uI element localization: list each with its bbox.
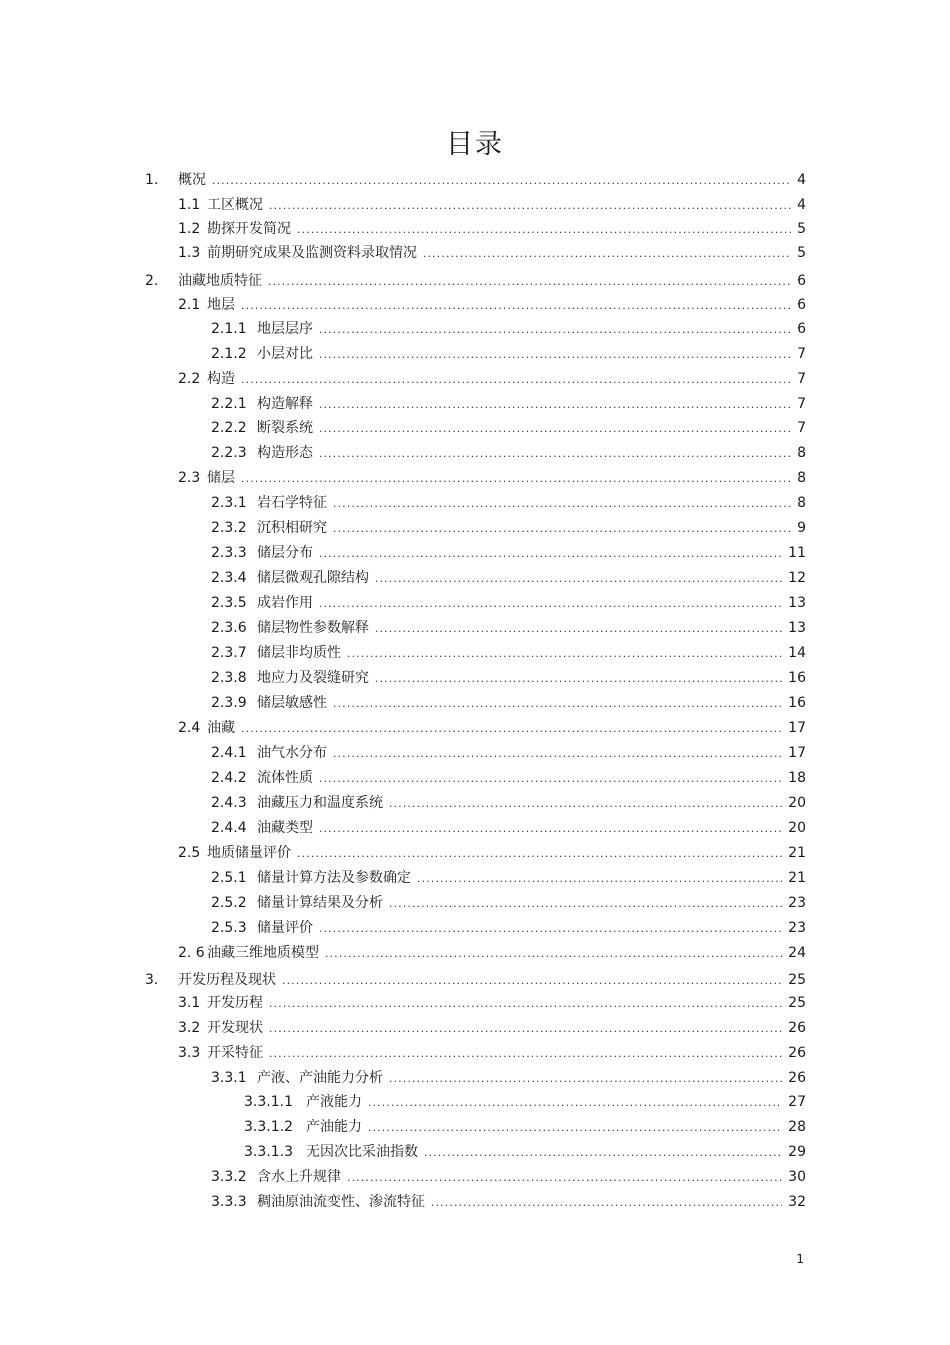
- toc-entry-number: 3.3.3: [211, 1194, 247, 1210]
- toc-entry[interactable]: [178, 941, 806, 965]
- toc-entry[interactable]: [211, 516, 806, 540]
- toc-entry-label: 油藏: [207, 720, 235, 736]
- toc-entry-number: 2.3: [178, 470, 201, 486]
- toc-entry-page: 16: [788, 670, 806, 686]
- toc-entry-page: 32: [788, 1194, 806, 1210]
- toc-entry[interactable]: [244, 1090, 806, 1114]
- toc-entry-label: 储量评价: [257, 920, 313, 936]
- toc-entry-label: 流体性质: [257, 770, 313, 786]
- toc-entry-page: 8: [797, 495, 806, 511]
- toc-entry-page: 26: [788, 1070, 806, 1086]
- page-number: 1: [796, 1252, 804, 1266]
- toc-leader-dots: [333, 742, 782, 766]
- toc-entry-label: 储层物性参数解释: [257, 620, 369, 636]
- toc-entry-label: 小层对比: [257, 346, 313, 362]
- toc-entry-number: 1.: [145, 172, 159, 188]
- toc-leader-dots: [319, 817, 782, 841]
- toc-leader-dots: [333, 692, 782, 716]
- toc-entry-label: 油气水分布: [257, 745, 327, 761]
- toc-entry-label: 无因次比采油指数: [306, 1144, 418, 1160]
- toc-entry[interactable]: [211, 392, 806, 416]
- toc-entry-label: 构造: [207, 371, 235, 387]
- toc-entry[interactable]: [211, 916, 806, 940]
- toc-leader-dots: [347, 642, 782, 666]
- toc-leader-dots: [347, 1166, 782, 1190]
- page-title: 目录: [446, 129, 504, 160]
- toc-entry-label: 产液能力: [306, 1094, 362, 1110]
- toc-entry[interactable]: [178, 716, 806, 740]
- toc-leader-dots: [319, 393, 791, 417]
- toc-entry-page: 12: [788, 570, 806, 586]
- toc-leader-dots: [282, 969, 782, 993]
- toc-entry[interactable]: [211, 416, 806, 440]
- toc-entry-page: 25: [788, 995, 806, 1011]
- toc-entry-label: 开发历程: [207, 995, 263, 1011]
- toc-entry-label: 产油能力: [306, 1119, 362, 1135]
- toc-entry[interactable]: [178, 293, 806, 317]
- toc-entry-number: 2.5: [178, 845, 201, 861]
- toc-entry-number: 2.3.8: [211, 670, 247, 686]
- toc-entry-page: 7: [797, 371, 806, 387]
- toc-entry-number: 2.3.9: [211, 695, 247, 711]
- toc-entry-page: 29: [788, 1144, 806, 1160]
- toc-entry-label: 地质储量评价: [207, 845, 291, 861]
- toc-entry-page: 6: [797, 321, 806, 337]
- toc-leader-dots: [319, 592, 782, 616]
- toc-entry-page: 20: [788, 795, 806, 811]
- toc-entry-page: 21: [788, 870, 806, 886]
- toc-entry[interactable]: [211, 1165, 806, 1189]
- toc-entry-number: 2.1.2: [211, 346, 247, 362]
- toc-entry-label: 成岩作用: [257, 595, 313, 611]
- toc-entry[interactable]: [145, 269, 806, 293]
- toc-entry[interactable]: [178, 217, 806, 241]
- toc-leader-dots: [319, 767, 782, 791]
- toc-entry-number: 3.: [145, 972, 159, 988]
- toc-entry-number: 2.3.7: [211, 645, 247, 661]
- toc-entry-number: 2.2.3: [211, 445, 247, 461]
- toc-entry[interactable]: [211, 791, 806, 815]
- toc-leader-dots: [269, 194, 791, 218]
- toc-entry-number: 3.3.1: [211, 1070, 247, 1086]
- toc-entry-number: 2.5.3: [211, 920, 247, 936]
- toc-entry-page: 17: [788, 720, 806, 736]
- toc-entry[interactable]: [211, 891, 806, 915]
- toc-entry-number: 2.: [145, 273, 159, 289]
- toc-entry-number: 2.4.3: [211, 795, 247, 811]
- toc-leader-dots: [319, 542, 782, 566]
- toc-entry-number: 2. 6: [178, 945, 205, 961]
- toc-entry[interactable]: [178, 466, 806, 490]
- toc-entry[interactable]: [211, 666, 806, 690]
- toc-entry-label: 开采特征: [207, 1045, 263, 1061]
- toc-leader-dots: [241, 467, 791, 491]
- toc-entry-number: 3.3.1.2: [244, 1119, 293, 1135]
- toc-entry-label: 地应力及裂缝研究: [257, 670, 369, 686]
- toc-entry[interactable]: [211, 1066, 806, 1090]
- toc-entry[interactable]: [211, 691, 806, 715]
- toc-entry-number: 1.2: [178, 221, 201, 237]
- toc-entry-label: 稠油原油流变性、渗流特征: [257, 1194, 425, 1210]
- toc-entry[interactable]: [178, 841, 806, 865]
- toc-entry-label: 油藏压力和温度系统: [257, 795, 383, 811]
- toc-entry-page: 14: [788, 645, 806, 661]
- toc-entry-page: 13: [788, 595, 806, 611]
- toc-entry-number: 3.3.1.3: [244, 1144, 293, 1160]
- toc-leader-dots: [268, 270, 791, 294]
- toc-leader-dots: [424, 1141, 782, 1165]
- toc-entry-number: 3.3.2: [211, 1169, 247, 1185]
- toc-entry[interactable]: [178, 991, 806, 1015]
- toc-entry-page: 23: [788, 895, 806, 911]
- toc-entry-number: 2.4.2: [211, 770, 247, 786]
- toc-leader-dots: [269, 992, 782, 1016]
- toc-entry-number: 3.2: [178, 1020, 201, 1036]
- toc-entry-number: 1.3: [178, 245, 201, 261]
- toc-entry-page: 25: [788, 972, 806, 988]
- toc-entry-page: 21: [788, 845, 806, 861]
- toc-entry-page: 6: [797, 297, 806, 313]
- toc-entry-label: 储层分布: [257, 545, 313, 561]
- toc-entry-label: 勘探开发简况: [207, 221, 291, 237]
- toc-entry-label: 储量计算方法及参数确定: [257, 870, 411, 886]
- toc-leader-dots: [212, 169, 791, 193]
- toc-entry-number: 2.4.4: [211, 820, 247, 836]
- toc-leader-dots: [389, 892, 782, 916]
- toc-entry-label: 含水上升规律: [257, 1169, 341, 1185]
- toc-entry-page: 11: [788, 545, 806, 561]
- toc-entry[interactable]: [244, 1140, 806, 1164]
- toc-entry-page: 4: [797, 197, 806, 213]
- toc-entry[interactable]: [211, 317, 806, 341]
- toc-entry[interactable]: [211, 866, 806, 890]
- toc-leader-dots: [269, 1042, 782, 1066]
- toc-entry-label: 油藏地质特征: [178, 273, 262, 289]
- toc-leader-dots: [389, 792, 782, 816]
- toc-entry-page: 4: [797, 172, 806, 188]
- toc-entry-number: 2.3.1: [211, 495, 247, 511]
- toc-entry-label: 储层微观孔隙结构: [257, 570, 369, 586]
- toc-entry-page: 7: [797, 346, 806, 362]
- toc-entry-label: 前期研究成果及监测资料录取情况: [207, 245, 417, 261]
- toc-leader-dots: [368, 1116, 782, 1140]
- toc-entry[interactable]: [178, 367, 806, 391]
- toc-leader-dots: [241, 368, 791, 392]
- toc-leader-dots: [297, 842, 782, 866]
- toc-entry-label: 工区概况: [207, 197, 263, 213]
- toc-entry-number: 2.2.1: [211, 396, 247, 412]
- toc-entry-page: 5: [797, 221, 806, 237]
- toc-entry-page: 7: [797, 396, 806, 412]
- toc-entry-page: 18: [788, 770, 806, 786]
- toc-leader-dots: [319, 318, 791, 342]
- toc-leader-dots: [319, 417, 791, 441]
- toc-leader-dots: [389, 1067, 782, 1091]
- toc-leader-dots: [375, 617, 782, 641]
- toc-entry-page: 26: [788, 1045, 806, 1061]
- toc-entry-label: 油藏类型: [257, 820, 313, 836]
- toc-entry-page: 8: [797, 445, 806, 461]
- toc-entry-label: 产液、产油能力分析: [257, 1070, 383, 1086]
- toc-entry-label: 储层: [207, 470, 235, 486]
- toc-entry[interactable]: [178, 193, 806, 217]
- toc-entry-label: 断裂系统: [257, 420, 313, 436]
- toc-entry-number: 1.1: [178, 197, 201, 213]
- toc-entry[interactable]: [211, 1190, 806, 1214]
- toc-entry-page: 7: [797, 420, 806, 436]
- toc-leader-dots: [325, 942, 782, 966]
- toc-entry-page: 9: [797, 520, 806, 536]
- toc-leader-dots: [417, 867, 782, 891]
- toc-entry[interactable]: [211, 816, 806, 840]
- toc-entry[interactable]: [211, 741, 806, 765]
- toc-leader-dots: [333, 517, 791, 541]
- toc-entry-label: 开发历程及现状: [178, 972, 276, 988]
- toc-entry-number: 2.1.1: [211, 321, 247, 337]
- toc-leader-dots: [319, 442, 791, 466]
- toc-entry-number: 2.3.5: [211, 595, 247, 611]
- toc-entry-page: 17: [788, 745, 806, 761]
- toc-entry-page: 13: [788, 620, 806, 636]
- toc-entry-number: 2.5.2: [211, 895, 247, 911]
- toc-entry-number: 2.1: [178, 297, 201, 313]
- toc-entry[interactable]: [211, 616, 806, 640]
- toc-entry-page: 16: [788, 695, 806, 711]
- toc-entry[interactable]: [211, 491, 806, 515]
- toc-entry[interactable]: [178, 1016, 806, 1040]
- toc-leader-dots: [241, 294, 791, 318]
- toc-entry[interactable]: [145, 968, 806, 992]
- toc-entry-label: 构造解释: [257, 396, 313, 412]
- toc-leader-dots: [319, 343, 791, 367]
- toc-entry[interactable]: [178, 1041, 806, 1065]
- toc-leader-dots: [319, 917, 782, 941]
- toc-entry-number: 2.3.4: [211, 570, 247, 586]
- toc-entry[interactable]: [211, 766, 806, 790]
- toc-entry[interactable]: [211, 591, 806, 615]
- toc-entry-number: 2.4.1: [211, 745, 247, 761]
- toc-entry[interactable]: [244, 1115, 806, 1139]
- toc-leader-dots: [241, 717, 782, 741]
- toc-entry-label: 构造形态: [257, 445, 313, 461]
- toc-entry-page: 6: [797, 273, 806, 289]
- toc-entry-label: 沉积相研究: [257, 520, 327, 536]
- toc-leader-dots: [375, 567, 782, 591]
- toc-entry[interactable]: [145, 168, 806, 192]
- toc-entry[interactable]: [211, 441, 806, 465]
- toc-entry-number: 2.2: [178, 371, 201, 387]
- toc-entry-page: 28: [788, 1119, 806, 1135]
- toc-entry-number: 2.3.3: [211, 545, 247, 561]
- toc-leader-dots: [368, 1091, 782, 1115]
- toc-leader-dots: [297, 218, 791, 242]
- toc-entry-number: 2.3.2: [211, 520, 247, 536]
- toc-leader-dots: [375, 667, 782, 691]
- toc-entry-page: 27: [788, 1094, 806, 1110]
- toc-entry-label: 储层敏感性: [257, 695, 327, 711]
- toc-leader-dots: [423, 242, 791, 266]
- toc-entry-number: 3.3: [178, 1045, 201, 1061]
- toc-entry-number: 2.2.2: [211, 420, 247, 436]
- toc-entry[interactable]: [211, 641, 806, 665]
- toc-entry-page: 30: [788, 1169, 806, 1185]
- toc-entry-page: 23: [788, 920, 806, 936]
- toc-entry-label: 概况: [178, 172, 206, 188]
- toc-entry-label: 开发现状: [207, 1020, 263, 1036]
- toc-entry-page: 8: [797, 470, 806, 486]
- toc-entry[interactable]: [211, 342, 806, 366]
- toc-entry-page: 26: [788, 1020, 806, 1036]
- toc-entry-page: 5: [797, 245, 806, 261]
- toc-entry[interactable]: [211, 541, 806, 565]
- toc-entry-number: 3.3.1.1: [244, 1094, 293, 1110]
- toc-leader-dots: [269, 1017, 782, 1041]
- toc-entry-label: 储层非均质性: [257, 645, 341, 661]
- toc-entry-number: 2.3.6: [211, 620, 247, 636]
- toc-entry-page: 24: [788, 945, 806, 961]
- toc-entry[interactable]: [211, 566, 806, 590]
- toc-entry-label: 地层层序: [257, 321, 313, 337]
- toc-entry-label: 地层: [207, 297, 235, 313]
- toc-entry-number: 2.4: [178, 720, 201, 736]
- toc-leader-dots: [431, 1191, 782, 1215]
- toc-entry-number: 2.5.1: [211, 870, 247, 886]
- toc-entry-label: 油藏三维地质模型: [207, 945, 319, 961]
- toc-entry-label: 储量计算结果及分析: [257, 895, 383, 911]
- toc-leader-dots: [333, 492, 791, 516]
- toc-entry[interactable]: [178, 241, 806, 265]
- toc-entry-label: 岩石学特征: [257, 495, 327, 511]
- toc-entry-page: 20: [788, 820, 806, 836]
- toc-entry-number: 3.1: [178, 995, 201, 1011]
